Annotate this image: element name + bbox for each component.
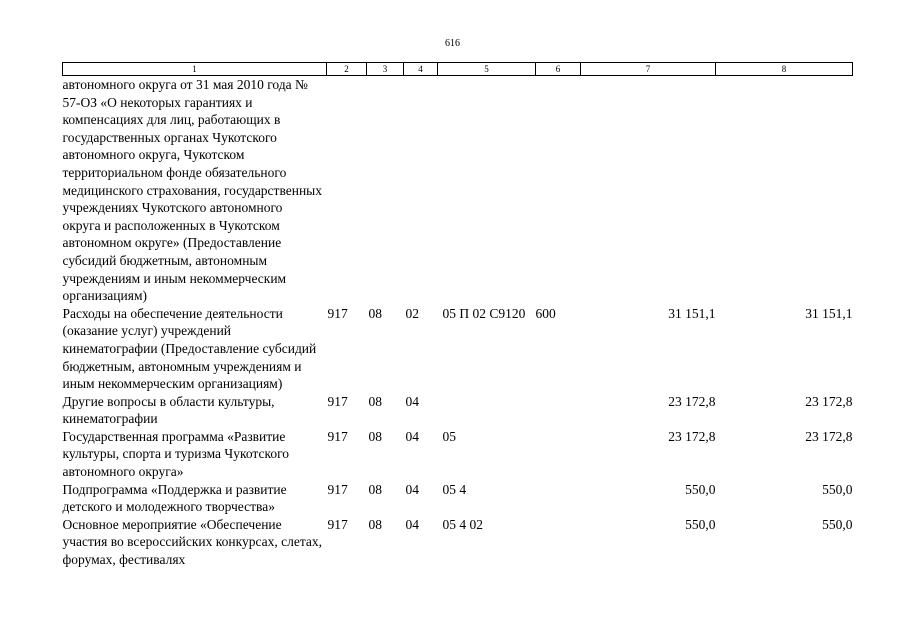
row-amount-1: 23 172,8 [668,428,716,444]
row-section-code: 08 [368,428,382,444]
row-amount-1: 550,0 [685,481,716,497]
row-amount-2 [716,76,853,305]
row-target-code: 05 П 02 С9120 [442,305,526,321]
row-name: Расходы на обеспечение деятельности (оказание услуг) учреждений кинематографии (Предоставление субсидий бюджетным, автономным учреждениям и иным некоммерческим организациям) [62,305,317,392]
row-amount-2: 550,0 [822,481,853,497]
row-expense-type [536,516,581,569]
row-expense-type [536,393,581,428]
column-header-4: 4 [404,63,438,76]
row-target-code: 05 [442,428,456,444]
row-amount-2: 23 172,8 [805,393,853,409]
row-expense-type [536,481,581,516]
column-number-header [63,63,853,76]
budget-table [62,62,853,569]
row-ministry-code: 917 [327,481,348,497]
row-amount-1: 550,0 [685,516,716,532]
row-subsection-code: 04 [405,481,419,497]
row-amount-2: 550,0 [822,516,853,532]
row-ministry-code [327,76,367,305]
row-section-code: 08 [368,393,382,409]
table-row [63,516,853,569]
column-header-7: 7 [581,63,716,76]
row-amount-1: 23 172,8 [668,393,716,409]
row-subsection-code: 02 [405,305,419,321]
column-header-1: 1 [63,63,327,76]
row-name: Государственная программа «Развитие культуры, спорта и туризма Чукотского автономного округа» [62,428,290,480]
row-section-code: 08 [368,516,382,532]
row-expense-type [536,428,581,481]
row-section-code: 08 [368,305,382,321]
row-ministry-code: 917 [327,305,348,321]
row-subsection-code: 04 [405,516,419,532]
row-amount-1: 31 151,1 [668,305,716,321]
table-row [63,393,853,428]
row-ministry-code: 917 [327,428,348,444]
column-header-6: 6 [536,63,581,76]
page-number: 616 [445,38,460,49]
column-header-8: 8 [716,63,853,76]
row-ministry-code: 917 [327,516,348,532]
table-row [63,428,853,481]
row-name: Другие вопросы в области культуры, кинематографии [62,393,275,427]
row-subsection-code: 04 [405,393,419,409]
table-row [63,481,853,516]
row-subsection-code: 04 [405,428,419,444]
row-section-code: 08 [368,481,382,497]
row-target-code: 05 4 [442,481,467,497]
row-name: Основное мероприятие «Обеспечение участия во всероссийских конкурсах, слетах, форумах, фестивалях [62,516,323,568]
table-row [63,305,853,393]
row-name: автономного округа от 31 мая 2010 года № 57-ОЗ «О некоторых гарантиях и компенсациях для лиц, работающих в государственных органах Чукотского автономного округа, Чукотском территориальном фонде обязательного медицинского страхования, государственных учреждениях Чукотского автономного округа и расположенных в Чукотском автономном округе» (Предоставление субсидий бюджетным, автономным учреждениям и иным некоммерческим организациям) [62,77,323,304]
row-expense-type: 600 [535,305,556,321]
row-target-code [438,76,536,305]
row-ministry-code: 917 [327,393,348,409]
column-header-2: 2 [327,63,367,76]
row-amount-2: 31 151,1 [805,305,853,321]
row-expense-type [536,76,581,305]
table-row [63,76,853,305]
row-section-code [367,76,404,305]
row-subsection-code [404,76,438,305]
column-header-3: 3 [367,63,404,76]
row-target-code: 05 4 02 [442,516,483,532]
row-amount-1 [581,76,716,305]
row-target-code [438,393,536,428]
column-header-5: 5 [438,63,536,76]
row-amount-2: 23 172,8 [805,428,853,444]
row-name: Подпрограмма «Поддержка и развитие детского и молодежного творчества» [62,481,287,515]
